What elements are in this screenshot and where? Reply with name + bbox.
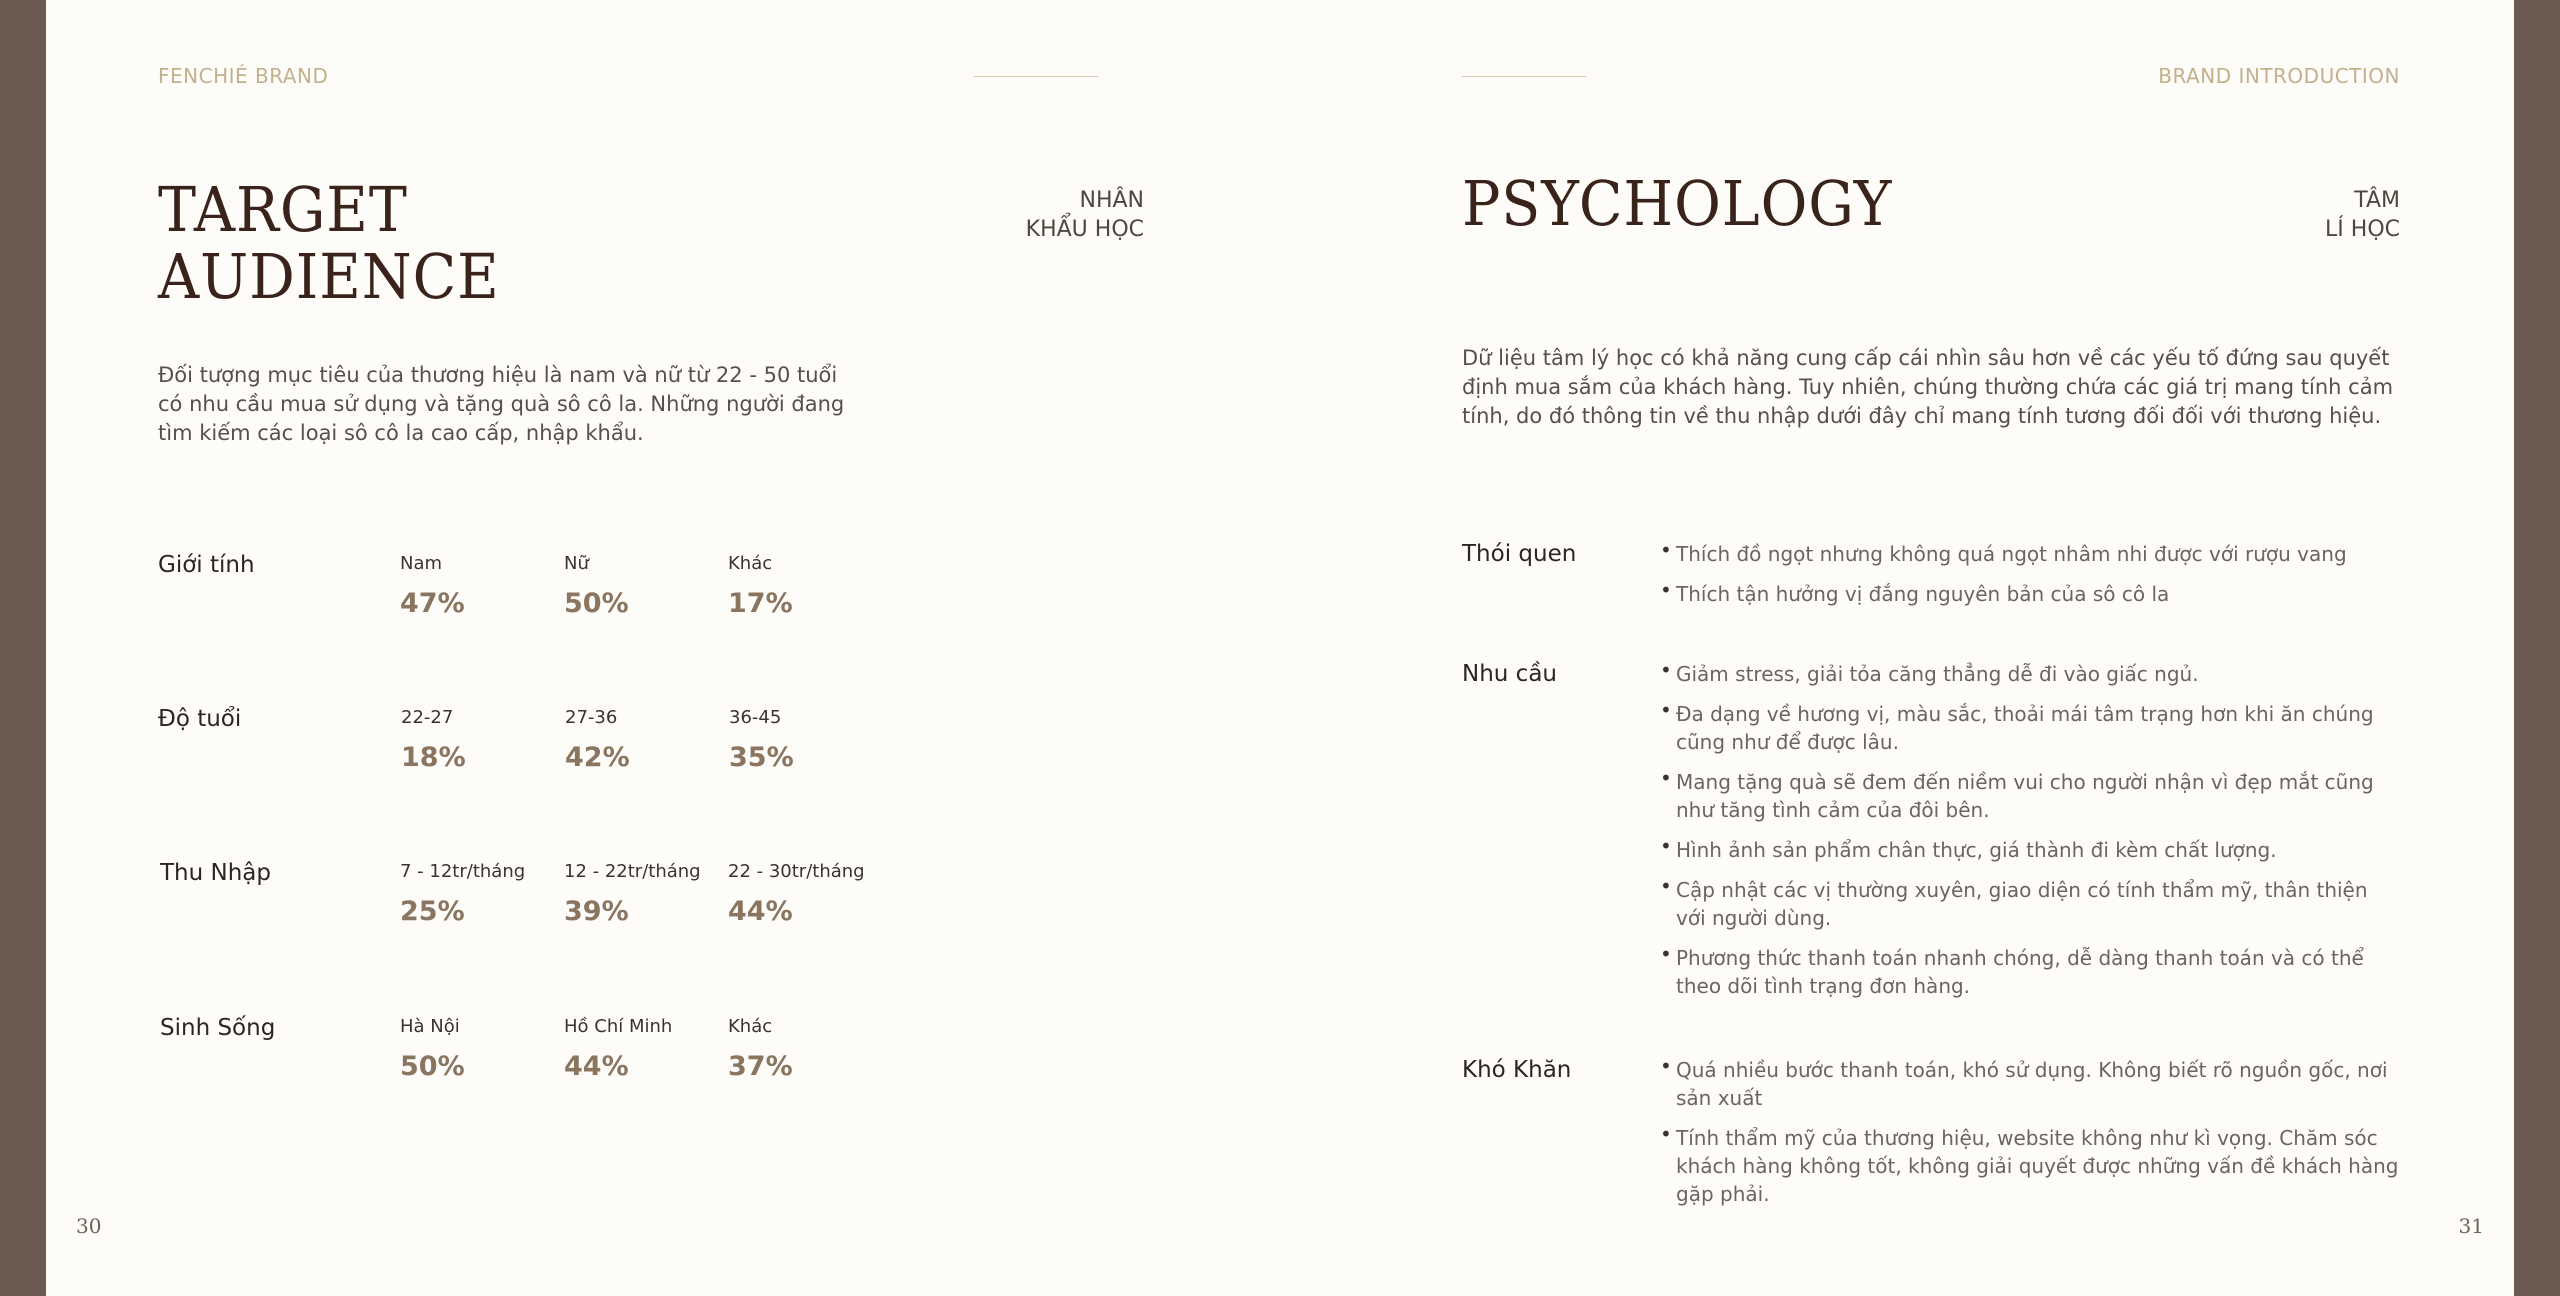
row-label: Thu Nhập	[160, 860, 271, 886]
section-label-needs: Nhu cầu	[1462, 661, 1557, 687]
cell-value: 50%	[564, 588, 629, 619]
cell-label: Hồ Chí Minh	[564, 1016, 673, 1037]
header-divider-right	[1462, 76, 1586, 77]
cell-value: 44%	[728, 896, 793, 927]
target-audience-title	[158, 173, 529, 313]
brand-header: FENCHIÉ BRAND	[158, 64, 329, 88]
list-item: • Tính thẩm mỹ của thương hiệu, website không như kì vọng. Chăm sóc khách hàng không tốt, không giải quyết được những vấn đề khách hàng gặp phải.	[1660, 1124, 2402, 1208]
cell-value: 25%	[400, 896, 465, 927]
cell-label: Nữ	[564, 553, 589, 574]
list-item: • Quá nhiều bước thanh toán, khó sử dụng. Không biết rõ nguồn gốc, nơi sản xuất	[1660, 1056, 2402, 1112]
habits-list	[1660, 540, 2402, 620]
cell-label: Hà Nội	[400, 1016, 460, 1037]
psychology-title	[1462, 167, 1930, 240]
list-item: • Cập nhật các vị thường xuyên, giao diện có tính thẩm mỹ, thân thiện với người dùng.	[1660, 876, 2402, 932]
difficulties-list	[1660, 1056, 2402, 1220]
cell-label: Khác	[728, 553, 773, 574]
cell-value: 44%	[564, 1051, 629, 1082]
cell-value: 17%	[728, 588, 793, 619]
psychology-intro: Dữ liệu tâm lý học có khả năng cung cấp cái nhìn sâu hơn về các yếu tố đứng sau quyết định mua sắm của khách hàng. Tuy nhiên, chúng thường chứa các giá trị mang tính cảm tính, do đó thông tin về thu nhập dưới đây chỉ mang tính tương đối đối với thương hiệu.	[1462, 346, 2394, 428]
target-audience-intro: Đối tượng mục tiêu của thương hiệu là nam và nữ từ 22 - 50 tuổi có nhu cầu mua sử dụng và tặng quà sô cô la. Những người đang tìm kiếm các loại sô cô la cao cấp, nhập khẩu.	[158, 363, 845, 445]
list-item: • Thích tận hưởng vị đắng nguyên bản của sô cô la	[1660, 580, 2402, 608]
side-label-line-2: LÍ HỌC	[2325, 217, 2400, 242]
side-label-line-2: KHẨU HỌC	[1025, 217, 1144, 242]
psychology-title-text: PSYCHOLOGY	[1462, 167, 1893, 240]
demographics-side-label	[1026, 186, 1144, 244]
row-label: Sinh Sống	[160, 1015, 276, 1041]
section-label-difficulties: Khó Khăn	[1462, 1057, 1572, 1083]
needs-list	[1660, 660, 2402, 1012]
list-item: • Phương thức thanh toán nhanh chóng, dễ dàng thanh toán và có thể theo dõi tình trạng đơn hàng.	[1660, 944, 2402, 1000]
list-item: • Đa dạng về hương vị, màu sắc, thoải mái tâm trạng hơn khi ăn chúng cũng như để được lâu.	[1660, 700, 2402, 756]
cell-label: 22-27	[401, 707, 454, 728]
title-line-2: AUDIENCE	[158, 240, 500, 313]
cell-label: 22 - 30tr/tháng	[728, 861, 865, 882]
row-label: Độ tuổi	[158, 706, 242, 732]
row-label: Giới tính	[158, 552, 255, 578]
list-item: • Thích đồ ngọt nhưng không quá ngọt nhâm nhi được với rượu vang	[1660, 540, 2402, 568]
side-label-line-1: TÂM	[2354, 188, 2400, 213]
list-item: • Hình ảnh sản phẩm chân thực, giá thành đi kèm chất lượng.	[1660, 836, 2402, 864]
cell-value: 39%	[564, 896, 629, 927]
cell-label: 12 - 22tr/tháng	[564, 861, 701, 882]
cell-label: 36-45	[729, 707, 782, 728]
cell-value: 37%	[728, 1051, 793, 1082]
cell-label: Khác	[728, 1016, 773, 1037]
cell-value: 42%	[565, 742, 630, 773]
brochure-spread	[46, 0, 2514, 1296]
cell-value: 35%	[729, 742, 794, 773]
list-item: • Mang tặng quà sẽ đem đến niềm vui cho người nhận vì đẹp mắt cũng như tăng tình cảm của đôi bên.	[1660, 768, 2402, 824]
cell-label: 27-36	[565, 707, 618, 728]
list-item: • Giảm stress, giải tỏa căng thẳng dễ đi vào giấc ngủ.	[1660, 660, 2402, 688]
side-label-line-1: NHÂN	[1079, 188, 1144, 213]
psychology-side-label	[2325, 186, 2400, 244]
cell-value: 18%	[401, 742, 466, 773]
title-line-1: TARGET	[158, 173, 408, 246]
section-header: BRAND INTRODUCTION	[2158, 64, 2400, 88]
cell-value: 50%	[400, 1051, 465, 1082]
page-number-left: 30	[76, 1214, 102, 1238]
section-label-habits: Thói quen	[1462, 541, 1577, 567]
page-number-right: 31	[2458, 1214, 2484, 1238]
cell-label: Nam	[400, 553, 443, 574]
cell-value: 47%	[400, 588, 465, 619]
cell-label: 7 - 12tr/tháng	[400, 861, 526, 882]
header-divider-left	[974, 76, 1098, 77]
